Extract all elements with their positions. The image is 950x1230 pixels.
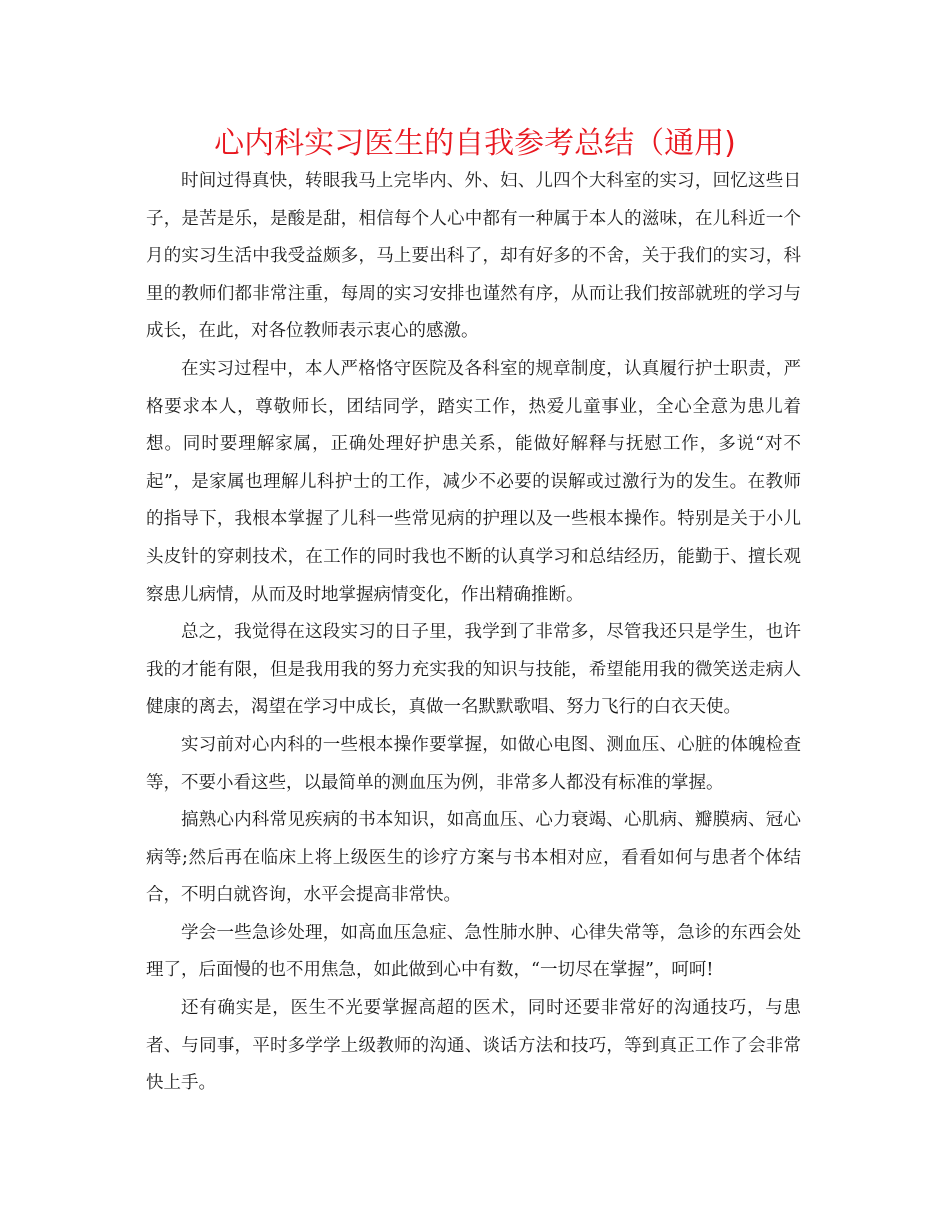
- paragraph: 总之，我觉得在这段实习的日子里，我学到了非常多，尽管我还只是学生，也许我的才能有限，但是我用我的努力充实我的知识与技能，希望能用我的微笑送走病人健康的离去，渴望在学习中成长，真做一名默默歌唱、努力飞行的白衣天使。: [146, 622, 801, 718]
- document-title: 心内科实习医生的自我参考总结（通用): [214, 126, 736, 161]
- paragraph: 搞熟心内科常见疾病的书本知识，如高血压、心力衰竭、心肌病、瓣膜病、冠心病等;然后再在临床上将上级医生的诊疗方案与书本相对应，看看如何与患者个体结合，不明白就咨询，水平会提高非常快。: [146, 810, 801, 906]
- paragraph: 在实习过程中，本人严格恪守医院及各科室的规章制度，认真履行护士职责，严格要求本人，尊敬师长，团结同学，踏实工作，热爱儿童事业，全心全意为患儿着想。同时要理解家属，正确处理好护患关系，能做好解释与抚慰工作，多说“对不起”，是家属也理解儿科护士的工作，减少不必要的误解或过激行为的发生。在教师的指导下，我根本掌握了儿科一些常见病的护理以及一些根本操作。特别是关于小儿头皮针的穿刺技术，在工作的同时我也不断的认真学习和总结经历，能勤于、擅长观察患儿病情，从而及时地掌握病情变化，作出精确推断。: [146, 358, 801, 605]
- paragraph: 实习前对心内科的一些根本操作要掌握，如做心电图、测血压、心脏的体魄检查等，不要小看这些，以最简单的测血压为例，非常多人都没有标准的掌握。: [146, 734, 801, 793]
- paragraph: 还有确实是，医生不光要掌握高超的医术，同时还要非常好的沟通技巧，与患者、与同事，平时多学学上级教师的沟通、谈话方法和技巧，等到真正工作了会非常快上手。: [146, 998, 801, 1094]
- paragraph: 时间过得真快，转眼我马上完毕内、外、妇、儿四个大科室的实习，回忆这些日子，是苦是乐，是酸是甜，相信每个人心中都有一种属于本人的滋味，在儿科近一个月的实习生活中我受益颇多，马上要出科了，却有好多的不舍，关于我们的实习，科里的教师们都非常注重，每周的实习安排也谨然有序，从而让我们按部就班的学习与成长，在此，对各位教师表示衷心的感激。: [146, 171, 801, 342]
- paragraph: 学会一些急诊处理，如高血压急症、急性肺水肿、心律失常等，急诊的东西会处理了，后面慢的也不用焦急，如此做到心中有数，“一切尽在掌握”，呵呵!: [146, 922, 801, 981]
- document-body: [146, 163, 801, 1103]
